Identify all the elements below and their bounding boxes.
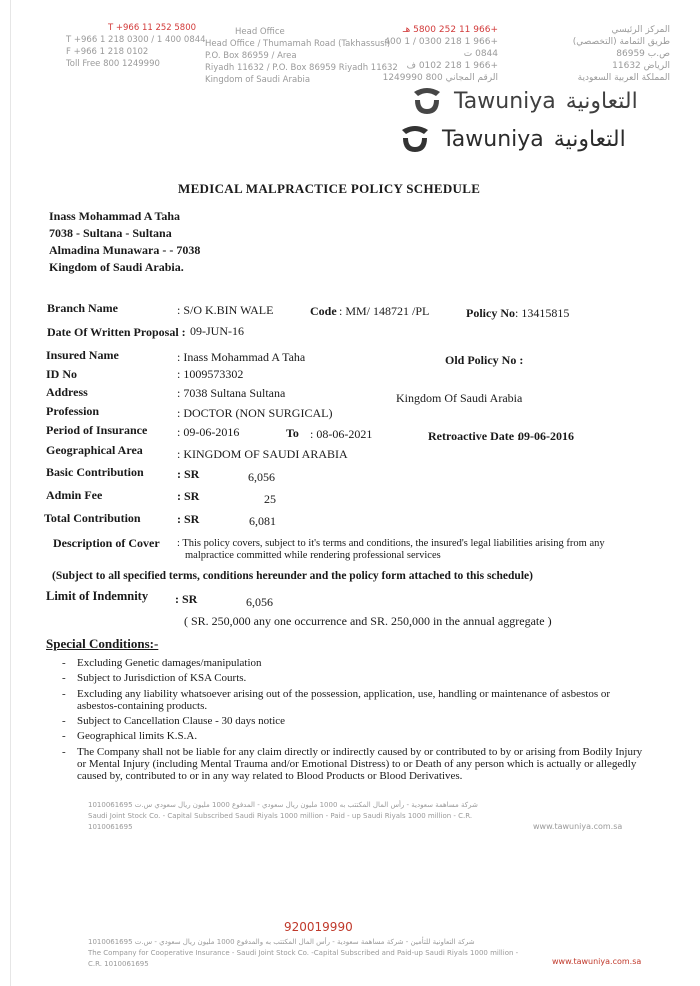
addressee-street: 7038 - Sultana - Sultana	[49, 226, 172, 240]
tawuniya-logo-icon	[398, 124, 432, 154]
basic-contribution-label: Basic Contribution	[46, 465, 144, 479]
limit-currency: : SR	[175, 592, 198, 606]
period-label: Period of Insurance	[46, 423, 148, 437]
footer-url-1[interactable]: www.tawuniya.com.sa	[533, 822, 623, 831]
condition-item	[62, 715, 652, 727]
ar-phone-red: +966 11 252 5800 هـ	[402, 25, 498, 35]
geo-area-value: : KINGDOM OF SAUDI ARABIA	[177, 447, 348, 461]
cover-description-label: Description of Cover	[53, 536, 160, 550]
letterhead-arabic-contact	[360, 24, 498, 84]
condition-text: The Company shall not be liable for any claim directly or indirectly caused by or contributed to by or arising from Bodily Injury or Mental Injury (including Mental Trauma and/or Emotional Distress) to or Death of any person which is actually or allegedly caused by, contributed to or in any way related to Blood Products or Blood Derivatives.	[77, 746, 643, 782]
brand-logo	[398, 124, 626, 154]
brand-name-en: Tawuniya	[454, 88, 556, 114]
cover-line-1: : This policy covers, subject to it's terms and conditions, the insured's legal liabilities arising from any	[177, 538, 605, 549]
retroactive-label: Retroactive Date :	[428, 429, 522, 443]
head-office-line1: Head Office / Thumamah Road (Takhassusi)	[205, 39, 391, 49]
condition-text: Subject to Cancellation Clause - 30 days notice	[77, 715, 286, 727]
ar-office-4: الرياض 11632	[612, 61, 670, 71]
bullet-dash: -	[62, 715, 66, 727]
condition-item	[62, 730, 652, 742]
special-conditions-title: Special Conditions:-	[46, 636, 159, 651]
limit-value: 6,056	[246, 595, 273, 609]
admin-fee-value: 25	[264, 492, 276, 506]
addressee-country: Kingdom of Saudi Arabia.	[49, 260, 184, 274]
addressee-city: Almadina Munawara - - 7038	[49, 243, 201, 257]
code-value: : MM/ 148721 /PL	[339, 304, 430, 318]
id-label: ID No	[46, 367, 78, 381]
ar-tollfree: الرقم المجاني 800 1249990	[382, 73, 498, 83]
head-office-line3: Riyadh 11632 / P.O. Box 86959 Riyadh 11632	[205, 63, 398, 73]
admin-fee-label: Admin Fee	[46, 488, 103, 502]
bullet-dash: -	[62, 657, 66, 669]
ar-office-5: المملكة العربية السعودية	[577, 73, 670, 83]
bullet-dash: -	[62, 672, 66, 684]
footer-legal-2	[88, 937, 528, 970]
basic-contribution-value: 6,056	[248, 470, 275, 484]
geo-area-label: Geographical Area	[46, 443, 143, 457]
limit-note: ( SR. 250,000 any one occurrence and SR. 250,000 in the annual aggregate )	[184, 614, 552, 628]
subject-note: (Subject to all specified terms, conditions hereunder and the policy form attached to this schedule)	[52, 570, 533, 582]
cover-description-text	[177, 538, 605, 562]
ar-fax: +966 1 218 0102 ف	[406, 61, 498, 71]
ar-office-3: ص.ب 86959	[616, 49, 670, 59]
letterhead-fax: F +966 1 218 0102	[66, 47, 149, 57]
id-value: : 1009573302	[177, 367, 244, 381]
total-currency: : SR	[177, 512, 200, 526]
head-office-line2: P.O. Box 86959 / Area	[205, 51, 297, 61]
code-label: Code	[310, 304, 337, 318]
limit-of-indemnity-label: Limit of Indemnity	[46, 589, 149, 603]
condition-item	[62, 672, 652, 684]
proposal-date-value: 09-JUN-16	[190, 324, 244, 338]
total-contribution-value: 6,081	[249, 514, 276, 528]
ar-office-1: المركز الرئيسي	[611, 25, 670, 35]
branch-label: Branch Name	[47, 301, 118, 315]
profession-label: Profession	[46, 404, 100, 418]
footer-arabic-1: شركة مساهمة سعودية - رأس المال المكتتب به 1000 مليون ريال سعودي - المدفوع 1000 مليون ريال سعودي س.ت 1010061695	[88, 801, 478, 809]
letterhead-tollfree: Toll Free 800 1249990	[66, 59, 160, 69]
head-office-line4: Kingdom of Saudi Arabia	[205, 75, 311, 85]
document-title: MEDICAL MALPRACTICE POLICY SCHEDULE	[178, 181, 481, 196]
head-office-label: Head Office	[235, 27, 285, 37]
condition-text: Excluding Genetic damages/manipulation	[77, 657, 262, 669]
footer-english-1: Saudi Joint Stock Co. - Capital Subscribed Saudi Riyals 1000 million - Paid - up Saudi Riyals 1000 million - C.R. 1010061695	[88, 812, 473, 831]
letterhead-arabic-office	[530, 24, 670, 84]
page-edge-line	[10, 0, 11, 986]
policy-label: Policy No	[466, 306, 515, 320]
condition-text: Subject to Jurisdiction of KSA Courts.	[77, 672, 247, 684]
brand-name-en: Tawuniya	[442, 126, 544, 152]
brand-name-ar: التعاونية	[565, 88, 638, 114]
letterhead-phone: T +966 1 218 0300 / 1 400 0844	[66, 35, 206, 45]
footer-arabic-2: شركة التعاونية للتأمين - شركة مساهمة سعودية - رأس المال المكتتب به والمدفوع 1000 مليون ريال سعودي - س.ت 1010061695	[88, 938, 475, 946]
period-from: : 09-06-2016	[177, 425, 240, 439]
period-to-label: To	[286, 426, 299, 440]
address-label: Address	[46, 385, 88, 399]
condition-text: Geographical limits K.S.A.	[77, 730, 198, 742]
bullet-dash: -	[62, 746, 66, 758]
footer-english-2: The Company for Cooperative Insurance - Saudi Joint Stock Co. -Capital Subscribed and Paid-up Saudi Riyals 1000 million - C.R. 1010061695	[88, 949, 519, 968]
condition-item	[62, 746, 652, 782]
tawuniya-logo-icon	[410, 86, 444, 116]
condition-text: Excluding any liability whatsoever arising out of the possession, application, use, handling or maintenance of asbestos or asbestos-containing products.	[77, 688, 611, 712]
ar-phone: +966 1 218 0300 / 1 400 0844 ت	[384, 37, 498, 59]
bullet-dash: -	[62, 688, 66, 700]
insured-name-label: Insured Name	[46, 348, 119, 362]
condition-item	[62, 657, 652, 669]
footer-phone: 920019990	[284, 920, 353, 934]
footer-legal-1	[88, 800, 488, 833]
addressee-name: Inass Mohammad A Taha	[49, 209, 181, 223]
basic-currency: : SR	[177, 467, 200, 481]
condition-item	[62, 688, 652, 712]
branch-value: : S/O K.BIN WALE	[177, 303, 274, 317]
admin-currency: : SR	[177, 489, 200, 503]
cover-line-2: malpractice committed while rendering professional services	[185, 550, 441, 561]
proposal-date-label: Date Of Written Proposal :	[47, 325, 186, 339]
footer-url-2[interactable]: www.tawuniya.com.sa	[552, 957, 642, 966]
brand-logo-ghost	[410, 86, 638, 116]
insured-name-value: : Inass Mohammad A Taha	[177, 350, 306, 364]
period-to: : 08-06-2021	[310, 427, 373, 441]
policy-value: : 13415815	[515, 306, 570, 320]
addressee-block	[49, 208, 200, 276]
address-country: Kingdom Of Saudi Arabia	[396, 391, 523, 405]
old-policy-label: Old Policy No :	[445, 353, 524, 367]
letterhead-contact	[66, 22, 206, 70]
profession-value: : DOCTOR (NON SURGICAL)	[177, 406, 333, 420]
total-contribution-label: Total Contribution	[44, 511, 141, 525]
retroactive-value: 09-06-2016	[518, 429, 574, 443]
address-value: : 7038 Sultana Sultana	[177, 386, 286, 400]
ar-office-2: طريق الثمامة (التخصصي)	[572, 37, 670, 47]
bullet-dash: -	[62, 730, 66, 742]
letterhead-phone-red: T +966 11 252 5800	[108, 23, 197, 33]
brand-name-ar: التعاونية	[553, 126, 626, 152]
